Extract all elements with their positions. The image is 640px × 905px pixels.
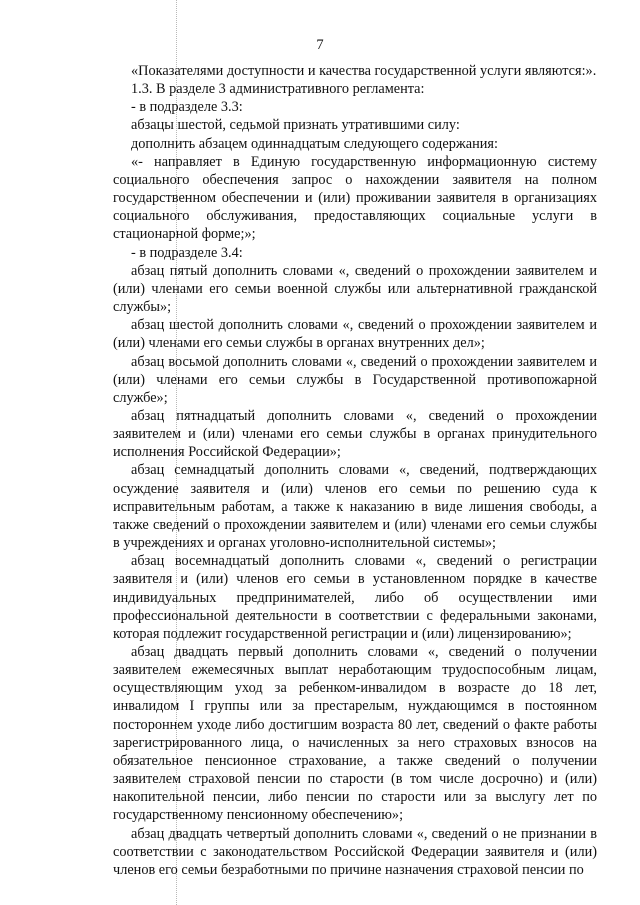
paragraph-subsection-3-4: - в подразделе 3.4: — [131, 244, 243, 261]
paragraph-clause-15: абзац пятнадцатый дополнить словами «, сведений о прохождении заявителем и (или) членами его семьи службы в органах принудительного исполнения Российской Федерации»; — [113, 407, 597, 461]
paragraph-clause-17: абзац семнадцатый дополнить словами «, сведений, подтверждающих осуждение заявителя и (или) членов его семьи по решению суда к исправительным работам, а также к наказанию в виде лишения свободы, а также сведений о прохождении заявителем и (или) членами его семьи службы в учреждениях и органах уголовно-исполнительной системы»; — [113, 462, 597, 552]
paragraph-void-clauses: абзацы шестой, седьмой признать утратившими силу: — [131, 117, 460, 134]
paragraph-section-3: 1.3. В разделе 3 административного регламента: — [131, 81, 425, 98]
paragraph-new-clause-text: «- направляет в Единую государственную информационную систему социального обеспечения запрос о нахождении заявителя на полном государственном обеспечении и (или) проживании заявителя в организациях социального обслуживания, предоставляющих социальные услуги в стационарной форме;»; — [113, 153, 597, 243]
paragraph-clause-8: абзац восьмой дополнить словами «, сведений о прохождении заявителем и (или) членами его семьи службы в Государственной противопожарной службе»; — [113, 353, 597, 406]
page-number: 7 — [316, 37, 324, 53]
paragraph-subsection-3-3: - в подразделе 3.3: — [131, 99, 243, 116]
paragraph-clause-6: абзац шестой дополнить словами «, сведений о прохождении заявителем и (или) членами его семьи службы в органах внутренних дел»; — [113, 317, 597, 352]
paragraph-intro: «Показателями доступности и качества государственной услуги являются:». — [131, 63, 597, 79]
paragraph-clause-18: абзац восемнадцатый дополнить словами «, сведений о регистрации заявителя и (или) членов его семьи в установленном порядке в качестве индивидуальных предпринимателей, либо об осуществлении ими профессиональной деятельности в соответствии с федеральными законами, которая подлежит государственной регистрации и (или) лицензированию»; — [113, 553, 597, 642]
paragraph-clause-24: абзац двадцать четвертый дополнить словами «, сведений о не признании в соответствии с законодательством Российской Федерации заявителя и (или) членов его семьи безработными по причине назначения страховой пенсии по — [113, 825, 597, 878]
paragraph-add-clause: дополнить абзацем одиннадцатым следующего содержания: — [131, 135, 498, 152]
paragraph-clause-21: абзац двадцать первый дополнить словами «, сведений о получении заявителем ежемесячных выплат неработающим трудоспособным лицам, осуществляющим уход за ребенком-инвалидом в возрасте до 18 лет, инвалидом I группы или за престарелым, нуждающимся в постоянном постороннем уходе либо достигшим возраста 80 лет, сведений о факте работы зарегистрированного лица, о начисленных за него страховых взносов на обязательное пенсионное страхование, а также сведений о получении заявителем страховой пенсии по старости (в том числе досрочно) и (или) накопительной пенсии, либо пенсии по старости или за выслугу лет по государственному пенсионному обеспечению»; — [113, 644, 597, 824]
paragraph-clause-5: абзац пятый дополнить словами «, сведений о прохождении заявителем и (или) членами его семьи военной службы или альтернативной гражданской службы»; — [113, 262, 597, 316]
document-body — [113, 62, 597, 879]
